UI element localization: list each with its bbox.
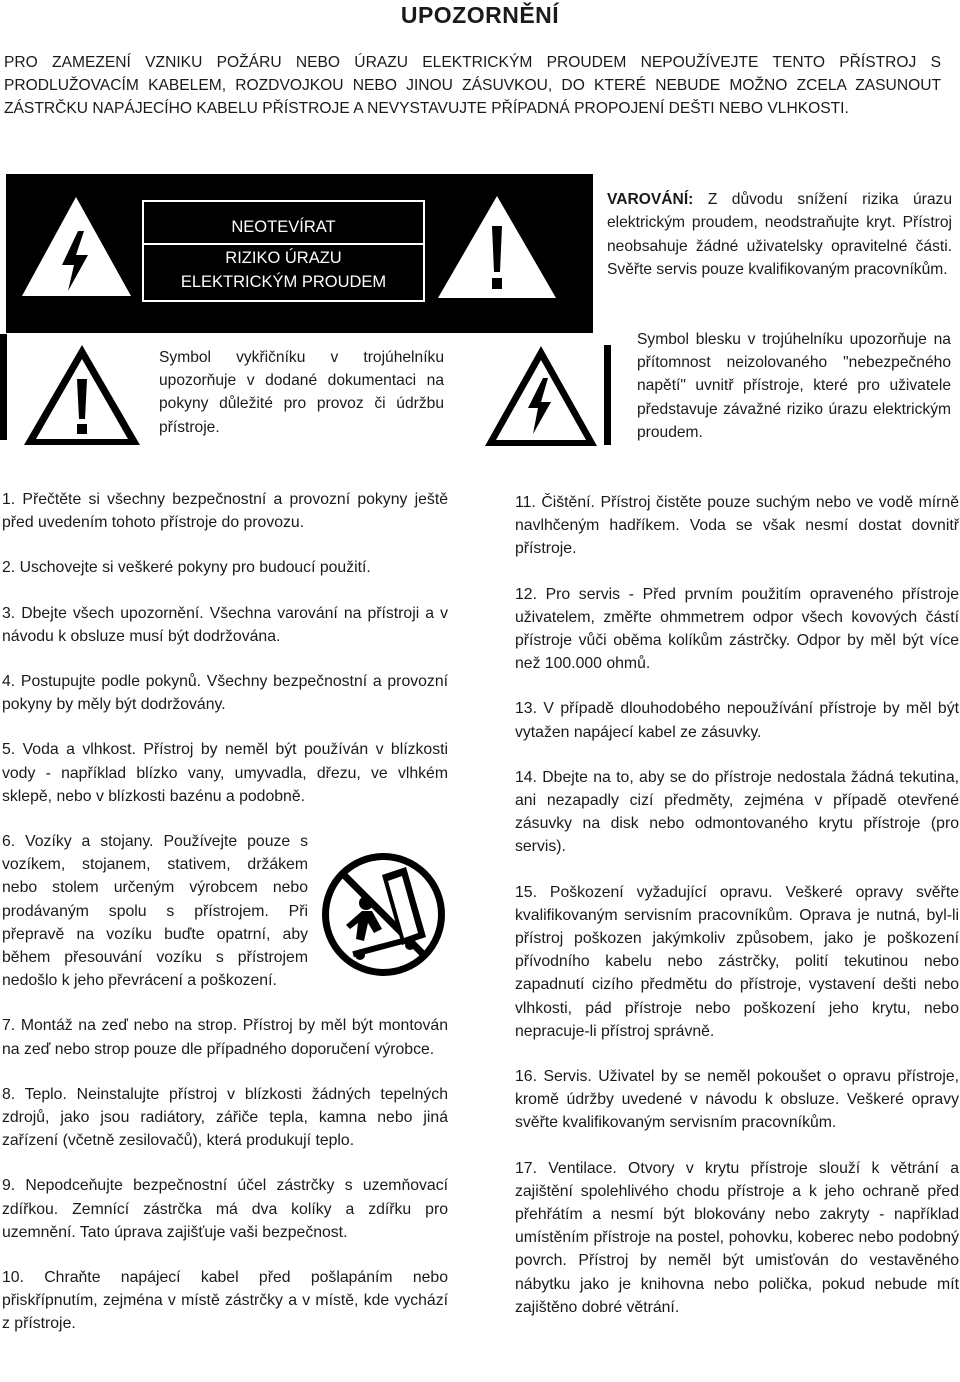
list-item-2: 2. Uschovejte si veškeré pokyny pro budoucí použití. <box>2 559 371 577</box>
list-item-10: 10. Chraňte napájecí kabel před pošlapáním nebo přiskřípnutím, zejména v místě zástrčky a v místě, kde vychází z přístroje. <box>2 1269 448 1333</box>
warning-body: Z důvodu snížení rizika úrazu elektrickým proudem, neodstraňujte kryt. Přístroj neobsahuje žádné uživatelsky opravitelné části. Svěřte servis pouze kvalifikovaným pracovníkům. <box>607 191 952 278</box>
list-item-8: 8. Teplo. Neinstalujte přístroj v blízkosti žádných tepelných zdrojů, jako jsou radiátory, zářiče tepla, kamna nebo jiná zařízení (včetně zesilovačů), která produkují teplo. <box>2 1085 448 1150</box>
lightning-warning-icon <box>18 193 135 300</box>
list-item-14: 14. Dbejte na to, aby se do přístroje nedostala žádná tekutina, ani nezapadly cizí předměty, zejména v případě otevřené zásuvky na disk nebo odmontovaného krytu přístroje (pro servis). <box>515 768 959 856</box>
list-item-16: 16. Servis. Uživatel by se neměl pokoušet o opravu přístroje, kromě údržby uvedené v návodu k obsluze. Veškeré opravy svěřte kvalifikovaným servisním pracovníkům. <box>515 1068 959 1132</box>
list-item-5: 5. Voda a vlhkost. Přístroj by neměl být používán v blízkosti vody - například blízko vany, umyvadla, dřezu, ve vlhkém sklepě, nebo v blízkosti bazénu a podobně. <box>2 741 448 805</box>
warning-label: VAROVÁNÍ: <box>607 191 694 208</box>
exclamation-warning-icon <box>435 192 560 302</box>
list-item-17: 17. Ventilace. Otvory v krytu přístroje slouží k větrání a zajištění spolehlivého chodu přístroje a k jeho ochraně před přehřátím a nesmí být blokovány nebo zakryty - například umístěním přístroje na postel, pohovku, koberec nebo podobný povrch. Přístroj by neměl být umisťován do vestavěného nábytku jako je knihovna nebo polička, pokud nebude mít zajištěno dobré větrání. <box>515 1159 959 1316</box>
notice-line-2: RIZIKO ÚRAZU <box>225 249 342 267</box>
notice-line-3: ELEKTRICKÝM PROUDEM <box>180 273 387 291</box>
list-item-6: 6. Vozíky a stojany. Používejte pouze s vozíkem, stojanem, stativem, držákem nebo stolem určeným výrobcem nebo prodávaným spolu s přístrojem. Při přepravě na vozíku buďte opatrní, aby během přesouvání vozíku s přístrojem nedošlo k jeho převrácení a poškození. <box>2 833 308 990</box>
list-item-13: 13. V případě dlouhodobého nepoužívání přístroje by měl být vytažen napájecí kabel ze zásuvky. <box>515 700 959 741</box>
cart-tipover-icon <box>322 853 445 976</box>
lightning-triangle-icon <box>483 344 599 448</box>
list-item-7: 7. Montáž na zeď nebo na strop. Přístroj by měl být montován na zeď nebo strop pouze dle případného doporučení výrobce. <box>2 1017 448 1058</box>
page-title: UPOZORNĚNÍ <box>400 2 560 28</box>
list-item-9: 9. Nepodceňujte bezpečnostní účel zástrčky s uzemňovací zdířkou. Zemnící zástrčka má dva kolíky a zdířku pro uzemnění. Tato úprava zajišťuje vaši bezpečnost. <box>2 1177 448 1241</box>
notice-line-1: NEOTEVÍRAT <box>231 218 336 236</box>
list-item-12: 12. Pro servis - Před prvním použitím opraveného přístroje uživatelem, změřte ohmmetrem odpor všech kovových částí přístroje vůči oběma kolíkům zástrčky. Odpor by měl být více než 100.000 ohmů. <box>515 585 959 673</box>
right-column <box>515 491 959 1341</box>
lightning-symbol-text: Symbol blesku v trojúhelníku upozorňuje na přítomnost neizolovaného "nebezpečného napětí" uvnitř přístroje, které pro uživatele představuje závažné riziko úrazu elektrickým proudem. <box>637 331 951 441</box>
exclamation-symbol-text: Symbol vykřičníku v trojúhelníku upozorňuje v dodané dokumentaci na pokyny důležité pro provoz či údržbu přístroje. <box>159 349 444 436</box>
list-item-1: 1. Přečtěte si všechny bezpečnostní a provozní pokyny ještě před uvedením tohoto přístroje do provozu. <box>2 491 448 532</box>
notice-box <box>142 200 425 302</box>
symbol-bar-right <box>604 345 611 445</box>
list-item-11: 11. Čištění. Přístroj čistěte pouze suchým nebo ve vodě mírně navlhčeným hadříkem. Voda se však nesmí dostat dovnitř přístroje. <box>515 494 959 558</box>
symbol-bar-left <box>0 334 7 440</box>
list-item-3: 3. Dbejte všech upozornění. Všechna varování na přístroji a v návodu k obsluze musí být dodržována. <box>2 604 448 645</box>
list-item-4: 4. Postupujte podle pokynů. Všechny bezpečnostní a provozní pokyny by měly být dodržovány. <box>2 673 448 714</box>
warning-text <box>607 188 952 281</box>
list-item-15: 15. Poškození vyžadující opravu. Veškeré opravy svěřte kvalifikovaným servisním pracovníkům. Oprava je nutná, byl-li přístroj poškozen jakýmkoliv způsobem, jako je poškození přívodního kabelu nebo zástrčky, polití tekutinou nebo zapadnutí cizího předmětu do přístroje, vystavení dešti nebo vlhkosti, pád přístroje nebo poškození jeho krytu, nebo nepracuje-li přístroj správně. <box>515 883 959 1040</box>
exclamation-triangle-icon <box>22 343 142 447</box>
intro-warning: PRO ZAMEZENÍ VZNIKU POŽÁRU NEBO ÚRAZU ELEKTRICKÝM PROUDEM NEPOUŽÍVEJTE TENTO PŘÍSTROJ S PRODLUŽOVACÍM KABELEM, ROZDVOJKOU NEBO JINOU ZÁSUVKOU, DO KTERÉ NEBUDE MOŽNO ZCELA ZASUNOUT ZÁSTRČKU NAPÁJECÍHO KABELU PŘÍSTROJE A NEVYSTAVUJTE PŘÍPADNÁ PROPOJENÍ DEŠTI NEBO VLHKOSTI. <box>4 54 941 117</box>
